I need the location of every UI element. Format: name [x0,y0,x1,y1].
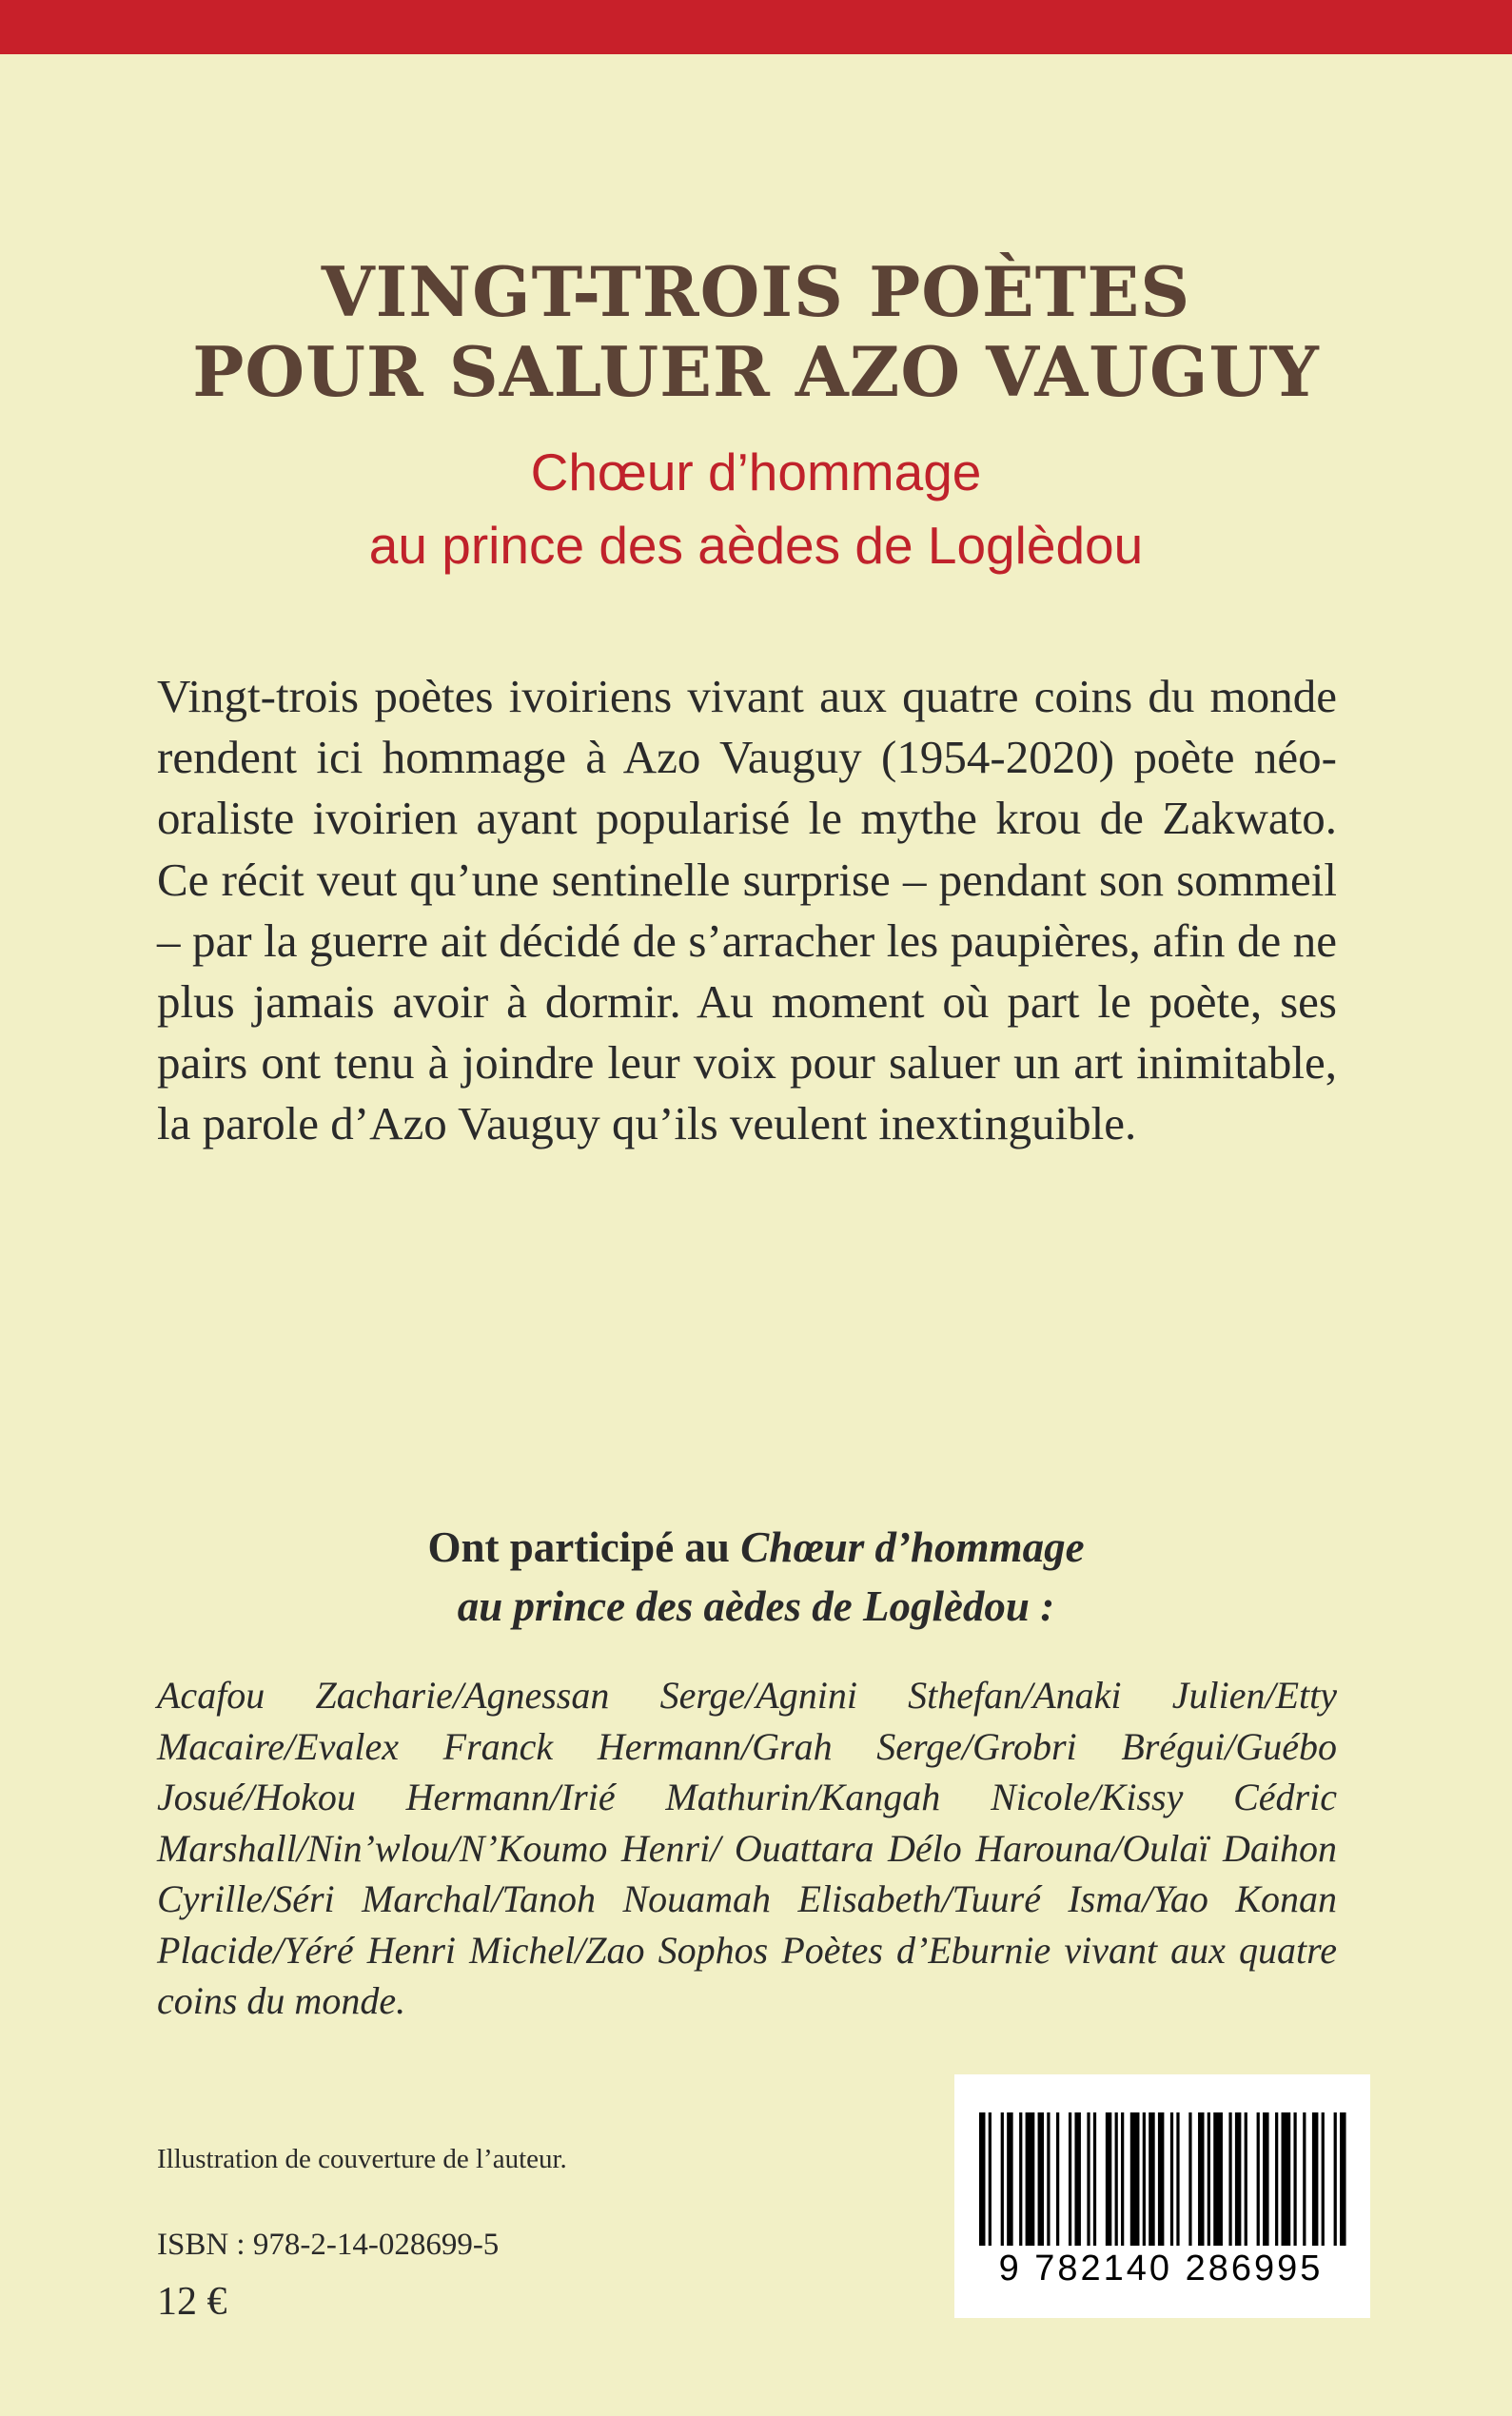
barcode-panel [954,2074,1370,2318]
barcode-bar [1198,2112,1204,2246]
subtitle-line-1: Chœur d’hommage [530,442,982,501]
barcode-bar [1263,2112,1268,2246]
barcode-bar [1026,2112,1035,2246]
top-color-band [0,0,1512,54]
barcode-bar [1149,2112,1154,2246]
barcode-bar [1115,2112,1118,2246]
barcode-bar [1087,2112,1090,2246]
barcode-bar [1340,2112,1345,2246]
barcode-bar [1275,2112,1278,2246]
credits-heading-prefix: Ont participé au [427,1523,741,1571]
barcode-bar [1245,2112,1247,2246]
barcode-bar [1121,2112,1124,2246]
barcode-bar [1293,2112,1296,2246]
illustration-credit: Illustration de couverture de l’auteur. [157,2144,567,2174]
barcode-bar [1143,2112,1146,2246]
barcode-bar [1176,2112,1179,2246]
credits-heading-work-subtitle: au prince des aèdes de Loglèdou : [457,1582,1055,1630]
back-cover-blurb: Vingt-trois poètes ivoiriens vivant aux quatre coins du monde rendent ici hommage à Azo Vauguy (1954-2020) poète néo-oraliste ivoirien ayant popularisé le mythe krou de Zakwato. Ce récit veut qu’une sentinelle surprise – pendant son sommeil – par la guerre ait décidé de s’arracher les paupières, afin de ne plus jamais avoir à dormir. Au moment où part le poète, ses pairs ont tenu à joindre leur voix pour saluer un art inimitable, la parole d’Azo Vauguy qu’ils veulent inextinguible. [157,670,1337,1150]
price: 12 € [157,2280,227,2324]
barcode-bar [1056,2112,1059,2246]
book-title-line-1: VINGT-TROIS POÈTES [321,251,1191,332]
subtitle-line-2: au prince des aèdes de Loglèdou [368,516,1144,575]
barcode-bar [1303,2112,1306,2246]
barcode-bar [979,2112,985,2246]
isbn: ISBN : 978-2-14-028699-5 [157,2228,500,2262]
barcode-image [972,2112,1352,2246]
book-title-line-2: POUR SALUER AZO VAUGUY [192,331,1320,412]
barcode-bar [1322,2112,1325,2246]
barcode-bar [1213,2112,1223,2246]
barcode-bar [1158,2112,1164,2246]
barcode-bar [1093,2112,1096,2246]
barcode-bar [1001,2112,1004,2246]
barcode-digits: 9 782140 286995 [998,2249,1324,2288]
credits-heading-work-title: Chœur d’hommage [740,1523,1085,1571]
credits-heading-line-2 [0,1581,1512,1631]
barcode-bar [1170,2112,1173,2246]
barcode-bar [1334,2112,1337,2246]
barcode-bar [1069,2112,1071,2246]
barcode-bar [1106,2112,1111,2246]
barcode-bar [1047,2112,1050,2246]
barcode-bar [1282,2112,1291,2246]
barcode-bar [1188,2112,1191,2246]
barcode-bar [1130,2112,1140,2246]
barcode-bar [1312,2112,1318,2246]
barcode-bar [1235,2112,1241,2246]
barcode-bar [1228,2112,1231,2246]
barcode-bar [1019,2112,1022,2246]
contributors-list: Acafou Zacharie/Agnessan Serge/Agnini Sthefan/Anaki Julien/Etty Macaire/Evalex Franck Hermann/Grah Serge/Grobri Brégui/Guébo Josué/Hokou Hermann/Irié Mathurin/Kangah Nicole/Kissy Cédric Marshall/Nin’wlou/N’Koumo Henri/ Ouattara Délo Harouna/Oulaï Daihon Cyrille/Séri Marchal/Tanoh Nouamah Elisabeth/Tuuré Isma/Yao Konan Placide/Yéré Henri Michel/Zao Sophos Poètes d’Eburnie vivant aux quatre coins du monde. [157,1674,1337,2022]
barcode-bar [1208,2112,1210,2246]
credits-heading-line-1 [0,1522,1512,1572]
barcode-bar [1257,2112,1260,2246]
barcode-bar [989,2112,992,2246]
barcode-bar [1074,2112,1080,2246]
barcode-bar [1038,2112,1044,2246]
barcode-bar [1007,2112,1012,2246]
